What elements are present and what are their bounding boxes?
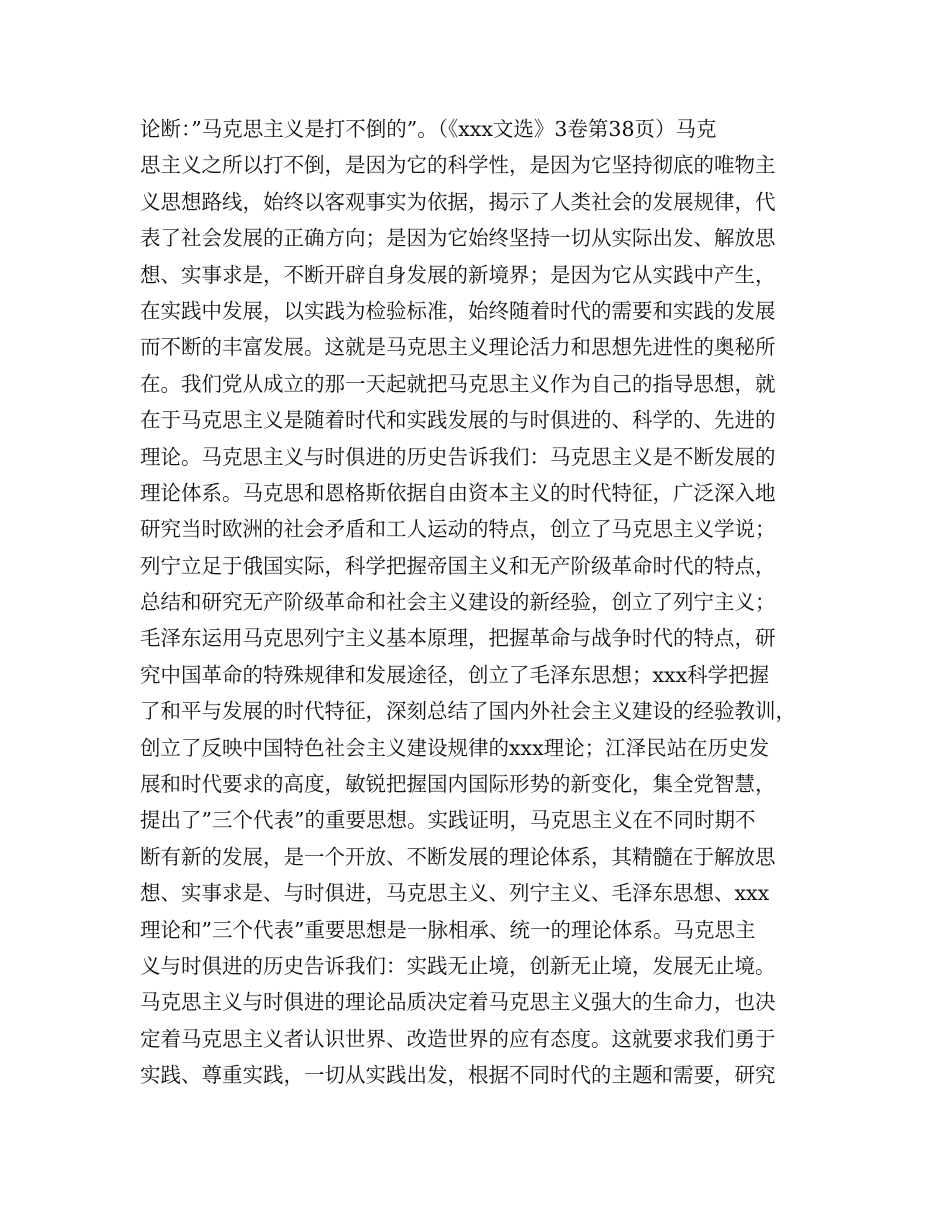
text-line: 创立了反映中国特色社会主义建设规律的xxx理论；江泽民站在历史发 <box>140 735 770 760</box>
text-line: 理论。马克思主义与时俱进的历史告诉我们：马克思主义是不断发展的 <box>140 444 776 469</box>
text-line: 实践、尊重实践，一切从实践出发，根据不同时代的主题和需要，研究 <box>140 1063 776 1088</box>
text-line: 理论和”三个代表”重要思想是一脉相承、统一的理论体系。马克思主 <box>140 917 756 942</box>
text-line: 展和时代要求的高度，敏锐把握国内国际形势的新变化，集全党智慧， <box>140 772 776 797</box>
text-line: 究中国革命的特殊规律和发展途径，创立了毛泽东思想；xxx科学把握 <box>140 662 770 687</box>
text-line: 义思想路线，始终以客观事实为依据，揭示了人类社会的发展规律，代 <box>140 189 776 214</box>
text-line: 在于马克思主义是随着时代和实践发展的与时俱进的、科学的、先进的 <box>140 408 776 433</box>
text-line: 定着马克思主义者认识世界、改造世界的应有态度。这就要求我们勇于 <box>140 1026 776 1051</box>
text-line: 提出了”三个代表”的重要思想。实践证明，马克思主义在不同时期不 <box>140 808 756 833</box>
text-line: 毛泽东运用马克思列宁主义基本原理，把握革命与战争时代的特点，研 <box>140 626 776 651</box>
text-line: 想、实事求是，不断开辟自身发展的新境界；是因为它从实践中产生， <box>140 262 776 287</box>
text-line: 想、实事求是、与时俱进，马克思主义、列宁主义、毛泽东思想、xxx <box>140 881 770 906</box>
text-line: 而不断的丰富发展。这就是马克思主义理论活力和思想先进性的奥秘所 <box>140 335 776 360</box>
text-line: 思主义之所以打不倒，是因为它的科学性，是因为它坚持彻底的唯物主 <box>140 153 776 178</box>
text-line: 总结和研究无产阶级革命和社会主义建设的新经验，创立了列宁主义； <box>140 590 776 615</box>
text-line: 研究当时欧洲的社会矛盾和工人运动的特点，创立了马克思主义学说； <box>140 517 776 542</box>
text-line: 理论体系。马克思和恩格斯依据自由资本主义的时代特征，广泛深入地 <box>140 480 776 505</box>
text-line: 表了社会发展的正确方向；是因为它始终坚持一切从实际出发、解放思 <box>140 226 776 251</box>
text-line: 列宁立足于俄国实际，科学把握帝国主义和无产阶级革命时代的特点， <box>140 553 776 578</box>
text-line: 马克思主义与时俱进的理论品质决定着马克思主义强大的生命力，也决 <box>140 990 776 1015</box>
text-line: 在。我们党从成立的那一天起就把马克思主义作为自己的指导思想，就 <box>140 371 776 396</box>
text-line: 义与时俱进的历史告诉我们：实践无止境，创新无止境，发展无止境。 <box>140 953 776 978</box>
text-line: 在实践中发展，以实践为检验标准，始终随着时代的需要和实践的发展 <box>140 298 776 323</box>
text-line: 了和平与发展的时代特征，深刻总结了国内外社会主义建设的经验教训， <box>140 699 796 724</box>
text-line: 断有新的发展，是一个开放、不断发展的理论体系，其精髓在于解放思 <box>140 844 776 869</box>
body-text <box>140 111 830 1094</box>
text-line: 论断：”马克思主义是打不倒的”。（《xxx文选》3卷第38页）马克 <box>140 117 717 141</box>
